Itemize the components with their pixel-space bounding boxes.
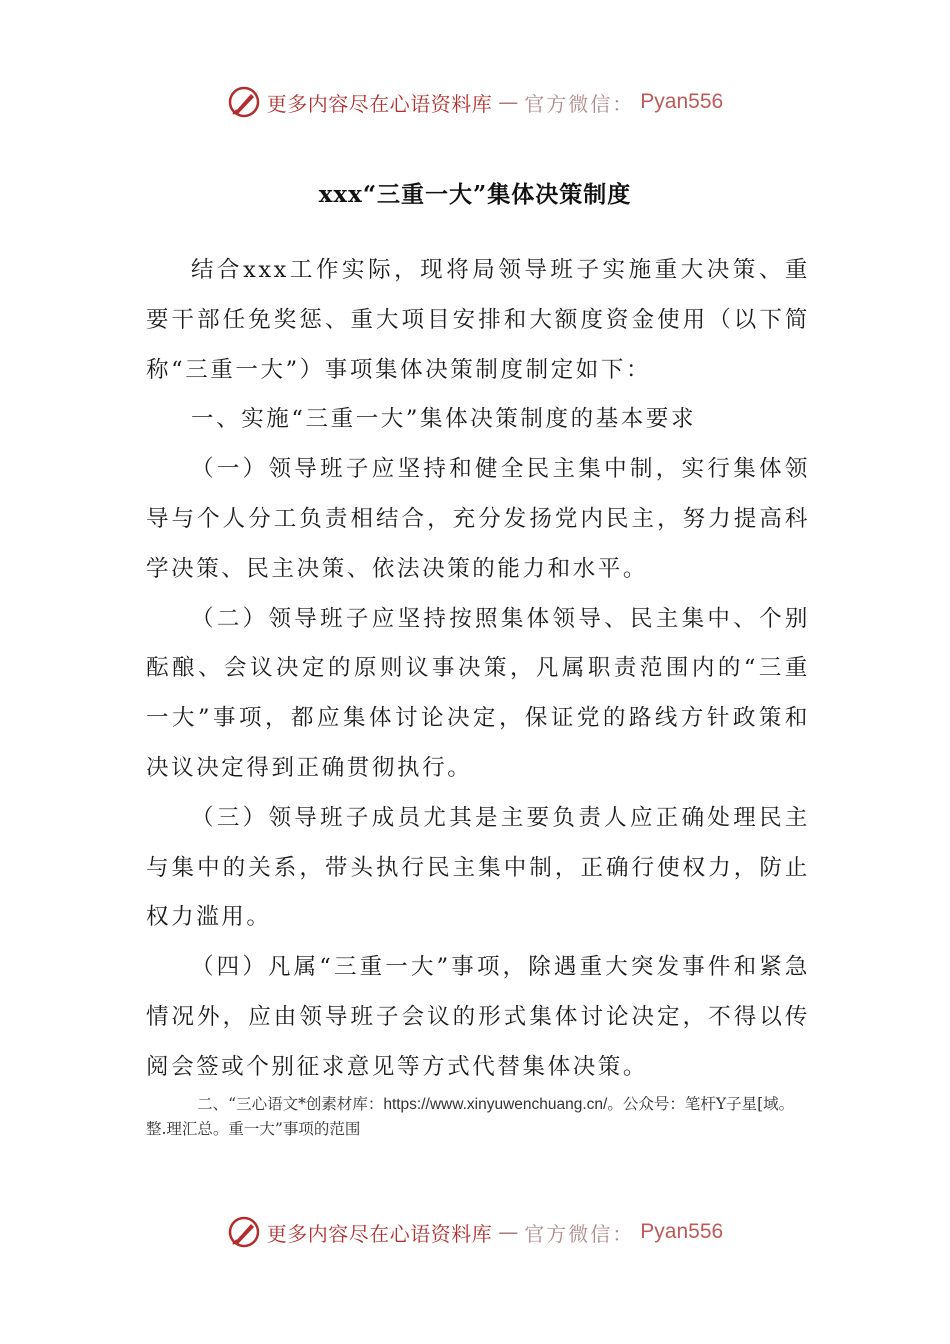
notice-text: 。公众号：笔杆Y子星[域。整.理汇总。重一大”事项的范围 xyxy=(146,1095,795,1138)
notice-url[interactable]: https://www.xinyuwenchuang.cn/ xyxy=(383,1096,608,1113)
banner-separator: — xyxy=(498,1220,519,1244)
intro-paragraph: 结合xxx工作实际，现将局领导班子实施重大决策、重要干部任免奖惩、重大项目安排和大额度资金使用（以下简称“三重一大”）事项集体决策制度制定如下： xyxy=(146,257,810,383)
source-notice xyxy=(146,1092,810,1141)
section-heading: 一、实施“三重一大”集体决策制度的基本要求 xyxy=(191,406,697,433)
header-banner xyxy=(0,82,950,122)
banner-wechat-label: 官方微信： xyxy=(524,1221,635,1246)
banner-text: 更多内容尽在心语资料库 xyxy=(266,91,493,116)
clause-paragraph: （一）领导班子应坚持和健全民主集中制，实行集体领导与个人分工负责相结合，充分发扬党内民主，努力提高科学决策、民主决策、依法决策的能力和水平。 xyxy=(146,456,810,582)
banner-separator: — xyxy=(498,90,519,114)
footer-banner xyxy=(0,1212,950,1252)
document-title: xxx“三重一大”集体决策制度 xyxy=(318,181,632,208)
document-body xyxy=(146,246,810,1093)
clause-paragraph: （二）领导班子应坚持按照集体领导、民主集中、个别酝酿、会议决定的原则议事决策，凡属职责范围内的“三重一大”事项，都应集体讨论决定，保证党的路线方针政策和决议决定得到正确贯彻执行。 xyxy=(146,605,810,781)
banner-text: 更多内容尽在心语资料库 xyxy=(266,1221,493,1246)
clause-paragraph: （三）领导班子成员尤其是主要负责人应正确处理民主与集中的关系，带头执行民主集中制，正确行使权力，防止权力滥用。 xyxy=(146,804,810,931)
banner-wechat-label: 官方微信： xyxy=(524,91,635,116)
notice-text: 二、“三心语文*创素材库： xyxy=(197,1095,384,1113)
quill-logo-icon xyxy=(227,85,261,119)
banner-wechat-id: Pyan556 xyxy=(640,1220,724,1243)
clause-paragraph: （四）凡属“三重一大”事项，除遇重大突发事件和紧急情况外，应由领导班子会议的形式集体讨论决定，不得以传阅会签或个别征求意见等方式代替集体决策。 xyxy=(146,954,810,1080)
banner-wechat-id: Pyan556 xyxy=(640,90,724,113)
quill-logo-icon xyxy=(227,1215,261,1249)
